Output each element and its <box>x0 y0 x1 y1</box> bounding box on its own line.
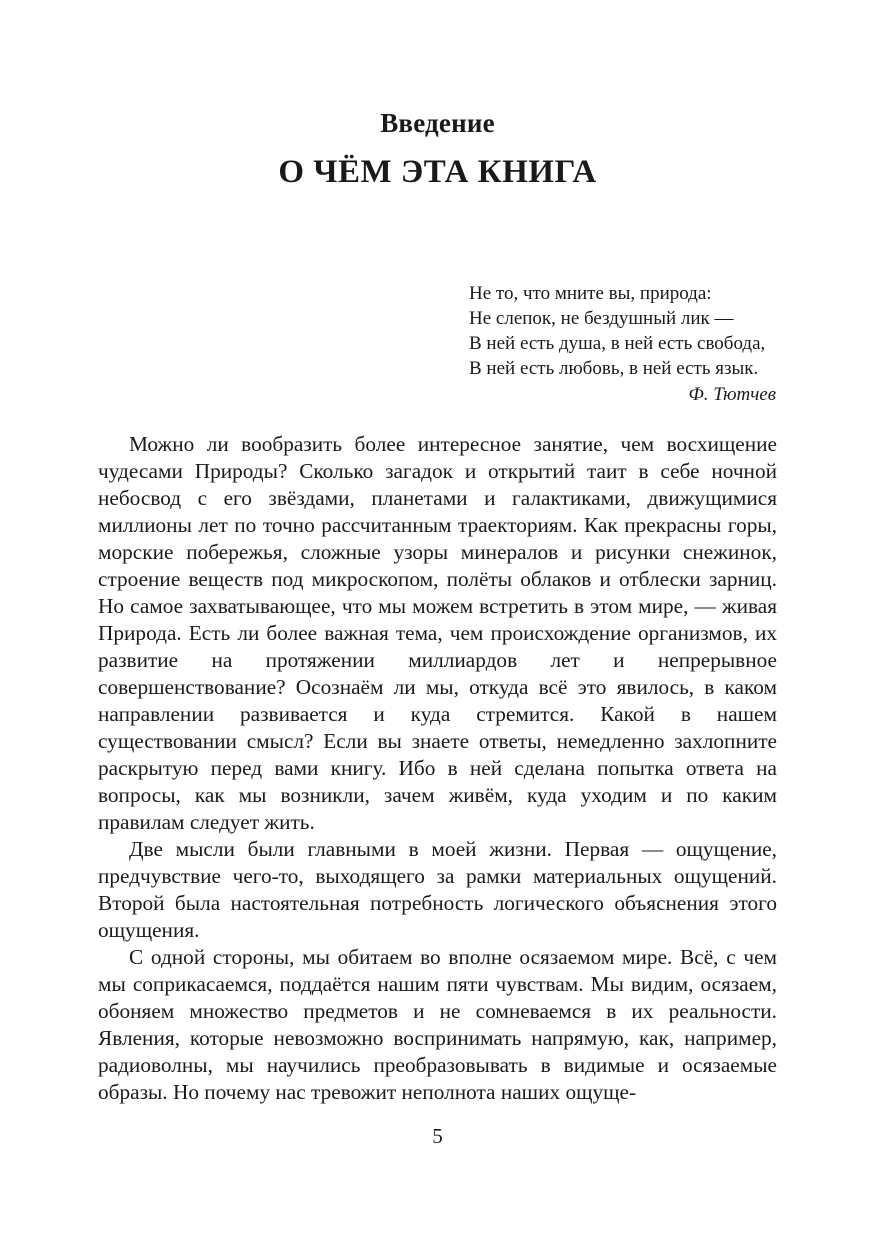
epigraph-line: В ней есть любовь, в ней есть язык. <box>469 358 759 379</box>
epigraph-line: В ней есть душа, в ней есть свобода, <box>469 333 766 354</box>
paragraph: Две мысли были главными в моей жизни. Первая — ощущение, предчувствие чего-то, выходящего за рамки материальных ощущений. Второй была настоятельная потребность логического объяснения этого ощущения. <box>98 837 777 942</box>
page-number: 5 <box>432 1124 443 1148</box>
chapter-title: О ЧЁМ ЭТА КНИГА <box>278 154 597 190</box>
body-text <box>98 431 777 1106</box>
epigraph <box>469 281 779 381</box>
paragraph: С одной стороны, мы обитаем во вполне осязаемом мире. Всё, с чем мы соприкасаемся, поддаётся нашим пяти чувствам. Мы видим, осязаем, обоняем множество предметов и не сомневаемся в их реальности. Явления, которые невозможно воспринимать напрямую, как, например, радиоволны, мы научились преобразовывать в видимые и осязаемые образы. Но почему нас тревожит неполнота наших ощуще- <box>98 945 777 1104</box>
epigraph-line: Не то, что мните вы, природа: <box>469 283 712 304</box>
paragraph: Можно ли вообразить более интересное занятие, чем восхищение чудесами Природы? Сколько загадок и открытий таит в себе ночной небосвод с его звёздами, планетами и галактиками, движущимися миллионы лет по точно рассчитанным траекториям. Как прекрасны горы, морские побережья, сложные узоры минералов и рисунки снежинок, строение веществ под микроскопом, полёты облаков и отблески зарниц. Но самое захватывающее, что мы можем встретить в этом мире, — живая Природа. Есть ли более важная тема, чем происхождение организмов, их развитие на протяжении миллиардов лет и непрерывное совершенствование? Осознаём ли мы, откуда всё это явилось, в каком направлении развивается и куда стремится. Какой в нашем существовании смысл? Если вы знаете ответы, немедленно захлопните раскрытую перед вами книгу. Ибо в ней сделана попытка ответа на вопросы, как мы возникли, зачем живём, куда уходим и по каким правилам следует жить. <box>98 432 777 834</box>
epigraph-author: Ф. Тютчев <box>688 384 776 405</box>
chapter-label: Введение <box>380 108 495 138</box>
epigraph-line: Не слепок, не бездушный лик — <box>469 308 734 329</box>
